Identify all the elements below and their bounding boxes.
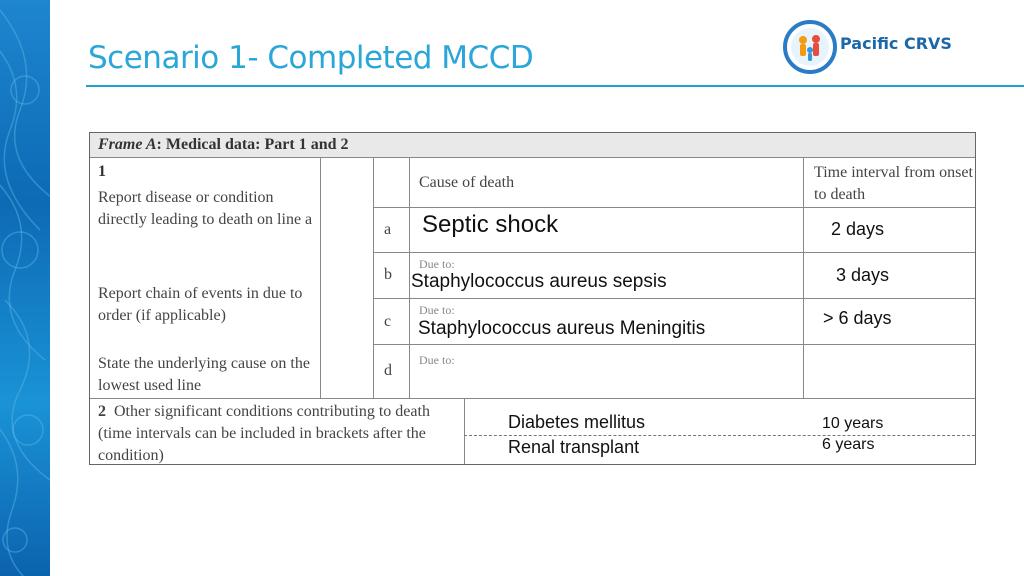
other-condition-1[interactable]: Diabetes mellitus xyxy=(508,412,646,432)
section1-instruction-underlying: State the underlying cause on the lowest used line xyxy=(98,355,310,394)
other-interval-1[interactable]: 10 years xyxy=(822,415,884,432)
grid-line xyxy=(320,158,321,398)
section2-text: Other significant conditions contributing to death (time intervals can be included in brackets after the condition) xyxy=(98,403,430,464)
due-to-label: Due to: xyxy=(419,303,455,317)
interval-line-b[interactable]: 3 days xyxy=(836,265,890,285)
grid-line xyxy=(409,158,410,398)
cause-line-a[interactable]: Septic shock xyxy=(422,211,559,238)
slide-title: Scenario 1- Completed MCCD xyxy=(88,40,534,76)
cause-line-b[interactable]: Staphylococcus aureus sepsis xyxy=(411,271,667,292)
frame-title: : Medical data: Part 1 and 2 xyxy=(156,136,349,153)
decorative-side-band xyxy=(0,0,50,576)
row-letter-b: b xyxy=(384,266,392,283)
title-divider xyxy=(86,85,1024,87)
section2-instruction xyxy=(98,401,463,467)
section1-number: 1 xyxy=(98,163,106,180)
grid-line xyxy=(803,158,804,398)
dashed-separator xyxy=(464,435,975,436)
interval-line-c[interactable]: > 6 days xyxy=(823,308,892,328)
pacific-crvs-logo xyxy=(783,20,837,74)
section1-instruction-chain: Report chain of events in due to order (if applicable) xyxy=(98,285,303,324)
logo-text: Pacific CRVS xyxy=(840,34,952,53)
grid-line xyxy=(90,398,975,399)
grid-line xyxy=(373,252,975,253)
frame-label: Frame A xyxy=(98,136,157,153)
grid-line xyxy=(373,207,975,208)
cause-line-c[interactable]: Staphylococcus aureus Meningitis xyxy=(418,318,706,339)
due-to-label: Due to: xyxy=(419,353,455,367)
time-interval-header: Time interval from onset to death xyxy=(814,164,973,203)
interval-line-a[interactable]: 2 days xyxy=(831,219,885,239)
section1-instruction-a: Report disease or condition directly leading to death on line a xyxy=(98,189,313,228)
due-to-label: Due to: xyxy=(419,257,455,271)
decorative-pattern xyxy=(0,0,50,576)
cause-of-death-header: Cause of death xyxy=(419,174,515,191)
other-condition-2[interactable]: Renal transplant xyxy=(508,437,640,457)
frame-header xyxy=(90,133,975,158)
grid-line xyxy=(373,344,975,345)
grid-line xyxy=(373,298,975,299)
grid-line xyxy=(464,398,465,464)
grid-line xyxy=(373,158,374,398)
row-letter-c: c xyxy=(384,313,392,330)
mccd-frame-a xyxy=(89,132,976,465)
row-letter-d: d xyxy=(384,362,392,379)
row-letter-a: a xyxy=(384,221,392,238)
section2-number: 2 xyxy=(98,403,106,420)
other-interval-2[interactable]: 6 years xyxy=(822,436,875,453)
